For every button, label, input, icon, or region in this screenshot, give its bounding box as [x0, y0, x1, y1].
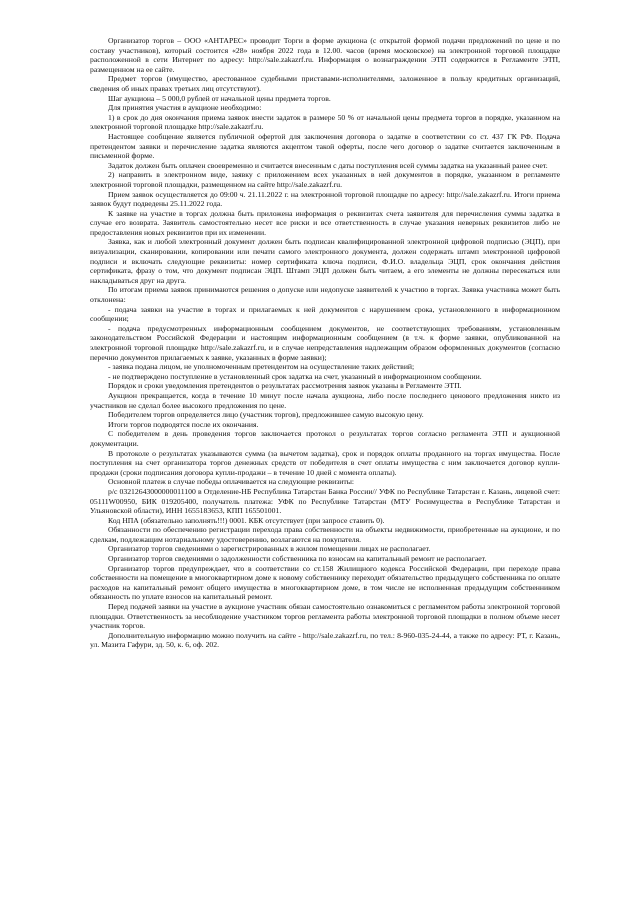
paragraph-protocol-contents: В протоколе о результатах указываются сумма (за вычетом задатка), срок и порядок оплаты проданного на торгах имущества. После поступления на счет организатора торгов денежных средств от победителя в счет оплаты имущества с ним заключается договор купли-продажи (сроки подписания договора купли-продажи – в течение 10 дней с момента оплаты). — [90, 448, 560, 477]
paragraph-public-offer: Настоящее сообщение является публичной офертой для заключения договора о задатке в соответствии со ст. 437 ГК РФ. Подача претендентом заявки и перечисление задатка являются акцептом такой оферты, после чего договор о задатке считается заключенным в письменной форме. — [90, 131, 560, 161]
list-item-rejection-3: - заявка подана лицом, не уполномоченным претендентом на осуществление таких действий; — [108, 362, 415, 372]
paragraph-bank-details: К заявке на участие в торгах должна быть приложена информация о реквизитах счета заявителя для перечисления суммы задатка в случае его возврата. Заявитель самостоятельно несет все риски и все ответственность в случае указания неверных реквизитов либо не предоставления новых реквизитов при их изменении. — [90, 208, 560, 237]
paragraph-application: 2) направить в электронном виде, заявку с приложением всех указанных в ней документов в порядке, указанном в регламенте электронной торговой площадки, размещенном на сайте http://sale.zakazrf.ru. — [90, 170, 560, 189]
paragraph-intro: Организатор торгов – ООО «АНТАРЕС» проводит Торги в форме аукциона (с открытой формой подачи предложений по цене и по составу участников), который состоится «28» ноября 2022 года в 12.00. часов (время московское) на электронной торговой площадке расположенной в сети Интернет по адресу: http://sale.zakazrf.ru. Информация о вознаграждении ЭТП содержится в Регламенте ЭТП, размещенном на ее сайте. — [90, 36, 560, 74]
paragraph-application-deadline: Прием заявок осуществляется до 09:00 ч. 21.11.2022 г. на электронной торговой площадке по адресу: http://sale.zakazrf.ru. Итоги приема заявок будут подведены 25.11.2022 года. — [90, 189, 560, 209]
paragraph-notification: Порядок и сроки уведомления претендентов о результатах рассмотрения заявок указаны в Регламенте ЭТП. — [108, 381, 462, 391]
paragraph-regulations: Перед подачей заявки на участие в аукционе участник обязан самостоятельно ознакомиться с регламентом работы электронной торговой площадки. Ответственность за несоблюдение участником торгов регламента работы электронной торговой площадки в полном объеме несет участник торгов. — [90, 602, 560, 631]
paragraph-payment-heading: Основной платеж в случае победы оплачивается на следующие реквизиты: — [108, 477, 355, 487]
list-item-rejection-2: - подача предусмотренных информационным сообщением документов, не соответствующих требованиям, установленным законодательством Российской Федерации и настоящим информационным сообщением (в т.ч. к форме заявки, опубликованной на электронной торговой площадке http://sale.zakazrf.ru, и в случае непредставления надлежащим образом оформленных документов (согласно перечню документов прилагаемых к заявке, указанных в форме заявки); — [90, 323, 560, 362]
paragraph-digital-signature: Заявка, как и любой электронный документ должен быть подписан квалифицированной электронной цифровой подписью (ЭЦП), при визуализации, сканировании, копировании или печати самого электронного документа, должен содержать штамп электронной цифровой подписи и включать следующие реквизиты: номер сертификата ключа подписи, Ф.И.О. владельца ЭЦП, срок окончания действия сертификата, фразу о том, что документ подписан ЭЦП. Штамп ЭЦП должен быть читаем, а его элементы не должны пересекаться или накладываться друг на друга. — [90, 237, 560, 285]
paragraph-contacts: Дополнительную информацию можно получить на сайте - http://sale.zakazrf.ru, по тел.: 8-960-035-24-44, а также по адресу: РТ, г. Казань, ул. Мазита Гафури, зд. 50, к. 6, оф. 202. — [90, 630, 560, 650]
paragraph-npa-code: Код НПА (обязательно заполнять!!!) 0001. КБК отсутствует (при запросе ставить 0). — [108, 515, 385, 525]
paragraph-admission: По итогам приема заявок принимаются решения о допуске или недопуске заявителей к участию в торгах. Заявка участника может быть отклонена: — [90, 285, 560, 305]
paragraph-protocol: С победителем в день проведения торгов заключается протокол о результатах торгов согласно регламента ЭТП и аукционной документации. — [90, 429, 560, 448]
list-item-rejection-1: - подача заявки на участие в торгах и прилагаемых к ней документов с нарушением срока, установленного в информационном сообщении; — [90, 304, 560, 324]
paragraph-subject: Предмет торгов (имущество, арестованное судебными приставами-исполнителями, заложенное в пользу кредитных организаций, сведения об иных правах третьих лиц отсутствуют). — [90, 74, 560, 93]
paragraph-requirements-heading: Для принятия участия в аукционе необходимо: — [108, 103, 262, 113]
paragraph-capital-repair: Организатор торгов предупреждает, что в соответствии со ст.158 Жилищного кодекса Российской Федерации, при переходе права собственности на помещение в многоквартирном доме к новому собственнику переходит обязательство предыдущего собственника по оплате расходов на капитальный ремонт общего имущества в многоквартирном доме, в том числе не исполненная предыдущим собственником обязанность по уплате взносов на капитальный ремонт. — [90, 563, 560, 602]
paragraph-debt-info: Организатор торгов сведениями о задолженности собственника по взносам на капитальный ремонт не располагает. — [108, 554, 487, 564]
paragraph-auction-end: Аукцион прекращается, когда в течение 10 минут после начала аукциона, либо после последнего ценового предложения никто из участников не сделал более высокого предложения по цене. — [90, 390, 560, 410]
paragraph-auction-step: Шаг аукциона – 5 000,0 рублей от начальной цены предмета торгов. — [108, 93, 331, 103]
paragraph-registration-duties: Обязанности по обеспечению регистрации перехода права собственности на объекты недвижимости, приобретенные на аукционе, и по сделкам, подлежащим нотариальному удостоверению, возлагаются на покупателя. — [90, 525, 560, 544]
paragraph-results: Итоги торгов подводятся после их окончания. — [108, 419, 259, 429]
list-item-rejection-4: - не подтверждено поступление в установленный срок задатка на счет, указанный в информационном сообщении. — [108, 371, 482, 381]
paragraph-payment-details: р/с 03212643000000011100 в Отделение-НБ Республика Татарстан Банка России// УФК по Республике Татарстан г. Казань, лицевой счет: 05111W00950, БИК 019205400, получатель платежа: УФК по Республике Татарстан (МТУ Росимущества в Республике Татарстан и Ульяновской области), ИНН 1655183653, КПП 165501001. — [90, 486, 560, 516]
paragraph-deposit-payment: Задаток должен быть оплачен своевременно и считается внесенным с даты поступления всей суммы задатка на указанный ранее счет. — [108, 160, 548, 170]
paragraph-residents-info: Организатор торгов сведениями о зарегистрированных в жилом помещении лицах не располагает. — [108, 544, 431, 554]
paragraph-winner: Победителем торгов определяется лицо (участник торгов), предложившее самую высокую цену. — [108, 410, 424, 420]
paragraph-deposit: 1) в срок до дня окончания приема заявок внести задаток в размере 50 % от начальной цены предмета торгов в порядке, указанном на электронной торговой площадке http://sale.zakazrf.ru. — [90, 112, 560, 132]
announcement-document — [90, 36, 560, 650]
